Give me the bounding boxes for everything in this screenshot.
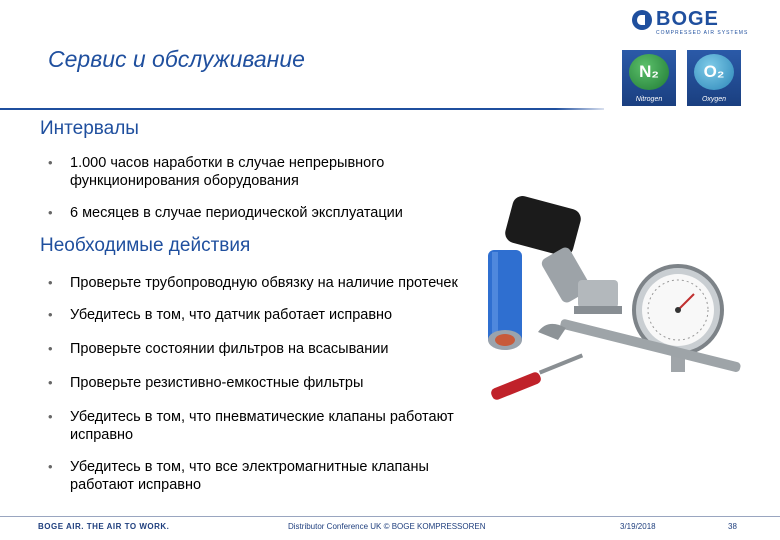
list-item: • Проверьте резистивно-емкостные фильтры — [48, 374, 460, 392]
list-item: • Убедитесь в том, что пневматические клапаны работают исправно — [48, 408, 460, 444]
footer-conference: Distributor Conference UK © BOGE KOMPRESSOREN — [288, 522, 486, 531]
logo-text: BOGE — [656, 8, 719, 30]
boge-logo — [632, 10, 747, 40]
logo-mark-icon — [632, 10, 652, 30]
list-item: • 1.000 часов наработки в случае непрерывного функционирования оборудования — [48, 154, 468, 190]
oxygen-badge — [687, 50, 741, 106]
slide-title: Сервис и обслуживание — [48, 46, 305, 72]
footer-brand: BOGE AIR. THE AIR TO WORK. — [38, 522, 170, 531]
nitrogen-badge — [622, 50, 676, 106]
service-equipment-illustration — [478, 190, 748, 415]
list-item: • Убедитесь в том, что датчик работает исправно — [48, 306, 460, 324]
logo-subtitle: COMPRESSED AIR SYSTEMS — [656, 30, 749, 36]
screwdriver-icon — [490, 354, 583, 402]
nitrogen-label: Nitrogen — [635, 96, 663, 103]
oxygen-symbol: O₂ — [694, 54, 734, 90]
section-heading-actions: Необходимые действия — [40, 235, 251, 256]
footer-date: 3/19/2018 — [620, 522, 656, 531]
nitrogen-symbol: N₂ — [629, 54, 669, 90]
actions-list — [48, 274, 460, 494]
title-underline — [0, 108, 604, 110]
footer-divider — [0, 516, 780, 517]
list-item: • 6 месяцев в случае периодической эксплуатации — [48, 204, 468, 222]
list-item: • Убедитесь в том, что все электромагнитные клапаны работают исправно — [48, 458, 460, 494]
footer-page-number: 38 — [728, 522, 737, 531]
list-item: • Проверьте состоянии фильтров на всасывании — [48, 340, 460, 358]
intervals-list — [48, 154, 468, 222]
filter-cartridge-icon — [488, 250, 522, 350]
section-heading-intervals: Интервалы — [40, 118, 139, 139]
oxygen-label: Oxygen — [701, 96, 727, 103]
list-item: • Проверьте трубопроводную обвязку на наличие протечек — [48, 274, 460, 292]
